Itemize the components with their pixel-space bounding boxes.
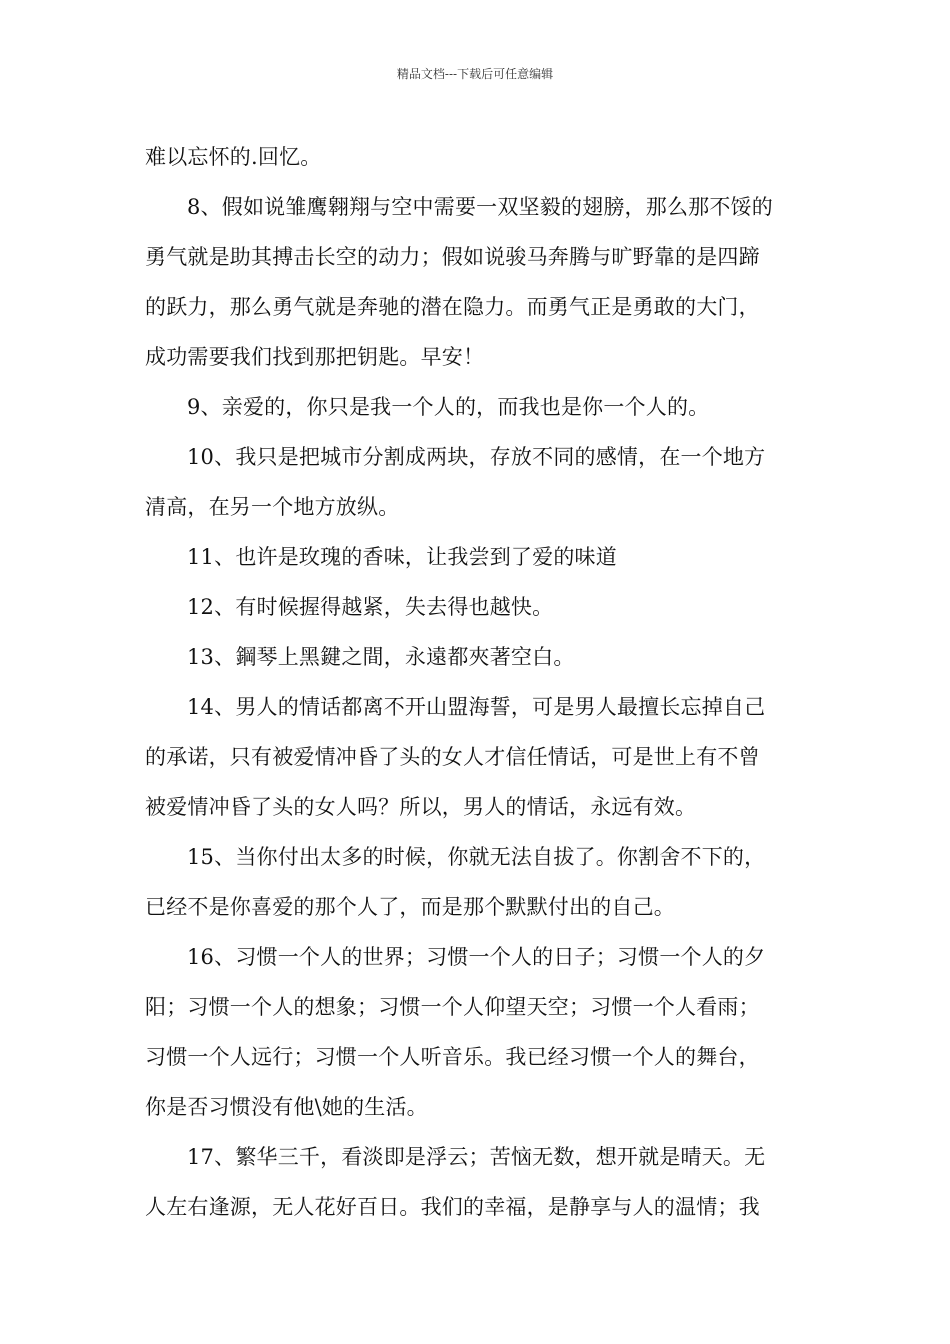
text-line: 勇气就是助其搏击长空的动力；假如说骏马奔腾与旷野靠的是四蹄 <box>145 245 760 269</box>
text-line: 12、有时候握得越紧，失去得也越快。 <box>187 595 554 619</box>
text-line: 9、亲爱的，你只是我一个人的，而我也是你一个人的。 <box>187 395 710 419</box>
text-line: 17、繁华三千，看淡即是浮云；苦恼无数，想开就是晴天。无 <box>187 1145 766 1169</box>
page-header: 精品文档---下载后可任意编辑 <box>396 67 554 81</box>
text-line: 11、也许是玫瑰的香味，让我尝到了爱的味道 <box>187 545 617 569</box>
text-line: 被爱情冲昏了头的女人吗？所以，男人的情话，永远有效。 <box>145 795 697 819</box>
text-line: 的承诺，只有被爱情冲昏了头的女人才信任情话，可是世上有不曾 <box>145 745 760 769</box>
text-line: 14、男人的情话都离不开山盟海誓，可是男人最擅长忘掉自己 <box>187 695 766 719</box>
text-line: 人左右逢源，无人花好百日。我们的幸福，是静享与人的温情；我 <box>145 1195 760 1219</box>
text-line: 8、假如说雏鹰翱翔与空中需要一双坚毅的翅膀，那么那不馁的 <box>187 195 773 219</box>
text-line: 10、我只是把城市分割成两块，存放不同的感情，在一个地方 <box>187 445 766 469</box>
text-line: 16、习惯一个人的世界；习惯一个人的日子；习惯一个人的夕 <box>187 945 766 969</box>
text-line: 的跃力，那么勇气就是奔驰的潜在隐力。而勇气正是勇敢的大门， <box>145 295 760 319</box>
text-line: 13、鋼琴上黑鍵之間，永遠都夾著空白。 <box>187 645 575 669</box>
text-line: 已经不是你喜爱的那个人了，而是那个默默付出的自己。 <box>145 895 675 919</box>
text-line: 习惯一个人远行；习惯一个人听音乐。我已经习惯一个人的舞台， <box>145 1045 760 1069</box>
body-text <box>145 132 805 1232</box>
text-line: 难以忘怀的.回忆。 <box>145 145 322 169</box>
text-line: 成功需要我们找到那把钥匙。早安！ <box>145 345 485 369</box>
text-line: 15、当你付出太多的时候，你就无法自拔了。你割舍不下的， <box>187 845 766 869</box>
text-line: 你是否习惯没有他\她的生活。 <box>145 1095 428 1119</box>
text-line: 清高，在另一个地方放纵。 <box>145 495 400 519</box>
text-line: 阳；习惯一个人的想象；习惯一个人仰望天空；习惯一个人看雨； <box>145 995 760 1019</box>
